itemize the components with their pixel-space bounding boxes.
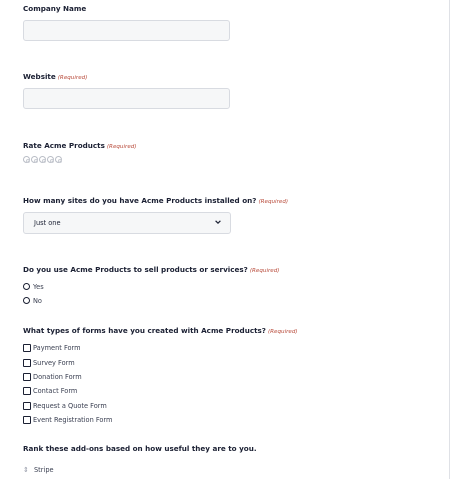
company-name-label: Company Name	[23, 4, 87, 13]
required-tag: (Required)	[57, 75, 88, 81]
radio-button[interactable]	[23, 297, 30, 304]
sites-select[interactable]	[23, 212, 231, 234]
chevron-down-icon	[214, 218, 222, 226]
checkbox[interactable]	[23, 402, 31, 410]
sites-label: How many sites do you have Acme Products installed on? (Required)	[23, 196, 289, 205]
rank-item-stripe: Stripe	[34, 466, 54, 474]
checkbox[interactable]	[23, 373, 31, 381]
star-5-icon[interactable]	[55, 156, 62, 163]
company-name-input[interactable]	[23, 20, 230, 41]
star-1-icon[interactable]	[23, 156, 30, 163]
website-input[interactable]	[23, 88, 230, 109]
checkbox[interactable]	[23, 416, 31, 424]
star-4-icon[interactable]	[47, 156, 54, 163]
required-tag: (Required)	[249, 268, 280, 274]
required-tag: (Required)	[106, 144, 137, 150]
checkbox[interactable]	[23, 387, 31, 395]
radio-button[interactable]	[23, 283, 30, 290]
checkbox[interactable]	[23, 344, 31, 352]
forms-label: What types of forms have you created with Acme Products? (Required)	[23, 326, 298, 335]
sites-select-value: Just one	[34, 219, 61, 227]
rank-label: Rank these add-ons based on how useful they are to you.	[23, 444, 257, 453]
star-2-icon[interactable]	[31, 156, 38, 163]
star-3-icon[interactable]	[39, 156, 46, 163]
website-label: Website (Required)	[23, 72, 88, 81]
required-tag: (Required)	[258, 199, 289, 205]
required-tag: (Required)	[267, 329, 298, 335]
drag-handle-icon[interactable]: ⇕	[23, 466, 29, 474]
checkbox[interactable]	[23, 359, 31, 367]
sell-label: Do you use Acme Products to sell products or services? (Required)	[23, 265, 280, 274]
rating-label: Rate Acme Products (Required)	[23, 141, 137, 150]
